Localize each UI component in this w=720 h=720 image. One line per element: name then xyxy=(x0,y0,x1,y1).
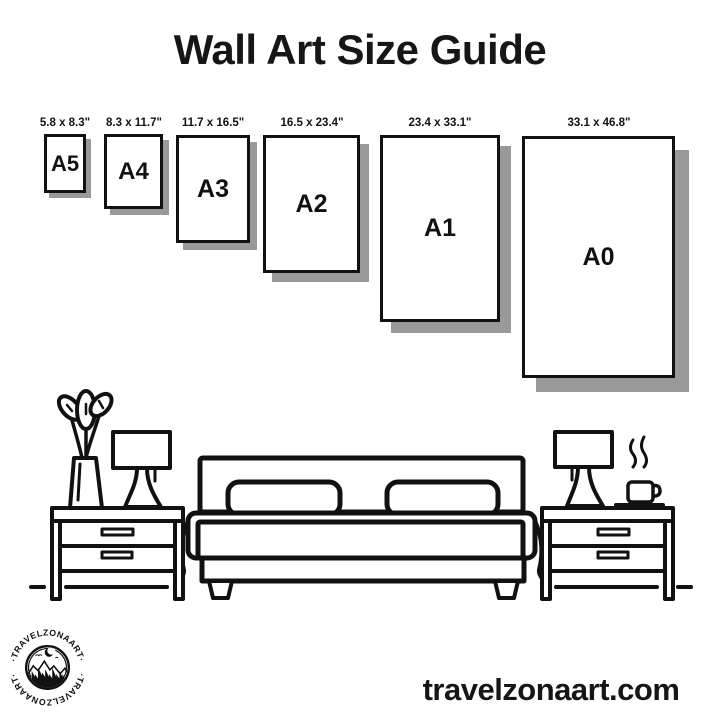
paper-size-letter: A2 xyxy=(295,189,328,218)
paper-size-box-a5 xyxy=(44,134,86,193)
website-url: travelzonaart.com xyxy=(422,672,680,707)
dimension-label-a3: 11.7 x 16.5" xyxy=(181,117,245,129)
double-bed-icon xyxy=(181,458,543,598)
page-title: Wall Art Size Guide xyxy=(173,26,547,73)
table-lamp-right-icon xyxy=(555,432,612,506)
paper-size-letter: A0 xyxy=(582,242,615,271)
dimension-label-a2: 16.5 x 23.4" xyxy=(280,117,344,129)
dimension-label-a4: 8.3 x 11.7" xyxy=(106,117,162,129)
dimension-label-a1: 23.4 x 33.1" xyxy=(408,117,472,129)
bedroom-illustration xyxy=(0,380,720,620)
coffee-cup-icon xyxy=(616,437,663,505)
dimension-label-a5: 5.8 x 8.3" xyxy=(39,117,91,129)
paper-size-box-a0 xyxy=(522,136,675,378)
logo-arc-text-bottom: ·TRAVELZONAART· xyxy=(8,672,87,707)
paper-size-box-a2 xyxy=(263,135,360,273)
brand-logo xyxy=(8,628,87,707)
dimension-label-a0: 33.1 x 46.8" xyxy=(567,117,631,129)
logo-arc-text-top: ·TRAVELZONAART· xyxy=(8,628,87,663)
table-lamp-left-icon xyxy=(113,432,170,507)
paper-size-box-a3 xyxy=(176,135,250,243)
paper-size-letter: A4 xyxy=(118,157,149,185)
paper-size-letter: A3 xyxy=(197,174,229,203)
paper-size-box-a4 xyxy=(104,134,163,209)
flower-vase-icon xyxy=(55,390,116,508)
paper-size-letter: A5 xyxy=(50,150,80,176)
paper-size-box-a1 xyxy=(380,135,500,322)
paper-size-letter: A1 xyxy=(424,214,456,242)
